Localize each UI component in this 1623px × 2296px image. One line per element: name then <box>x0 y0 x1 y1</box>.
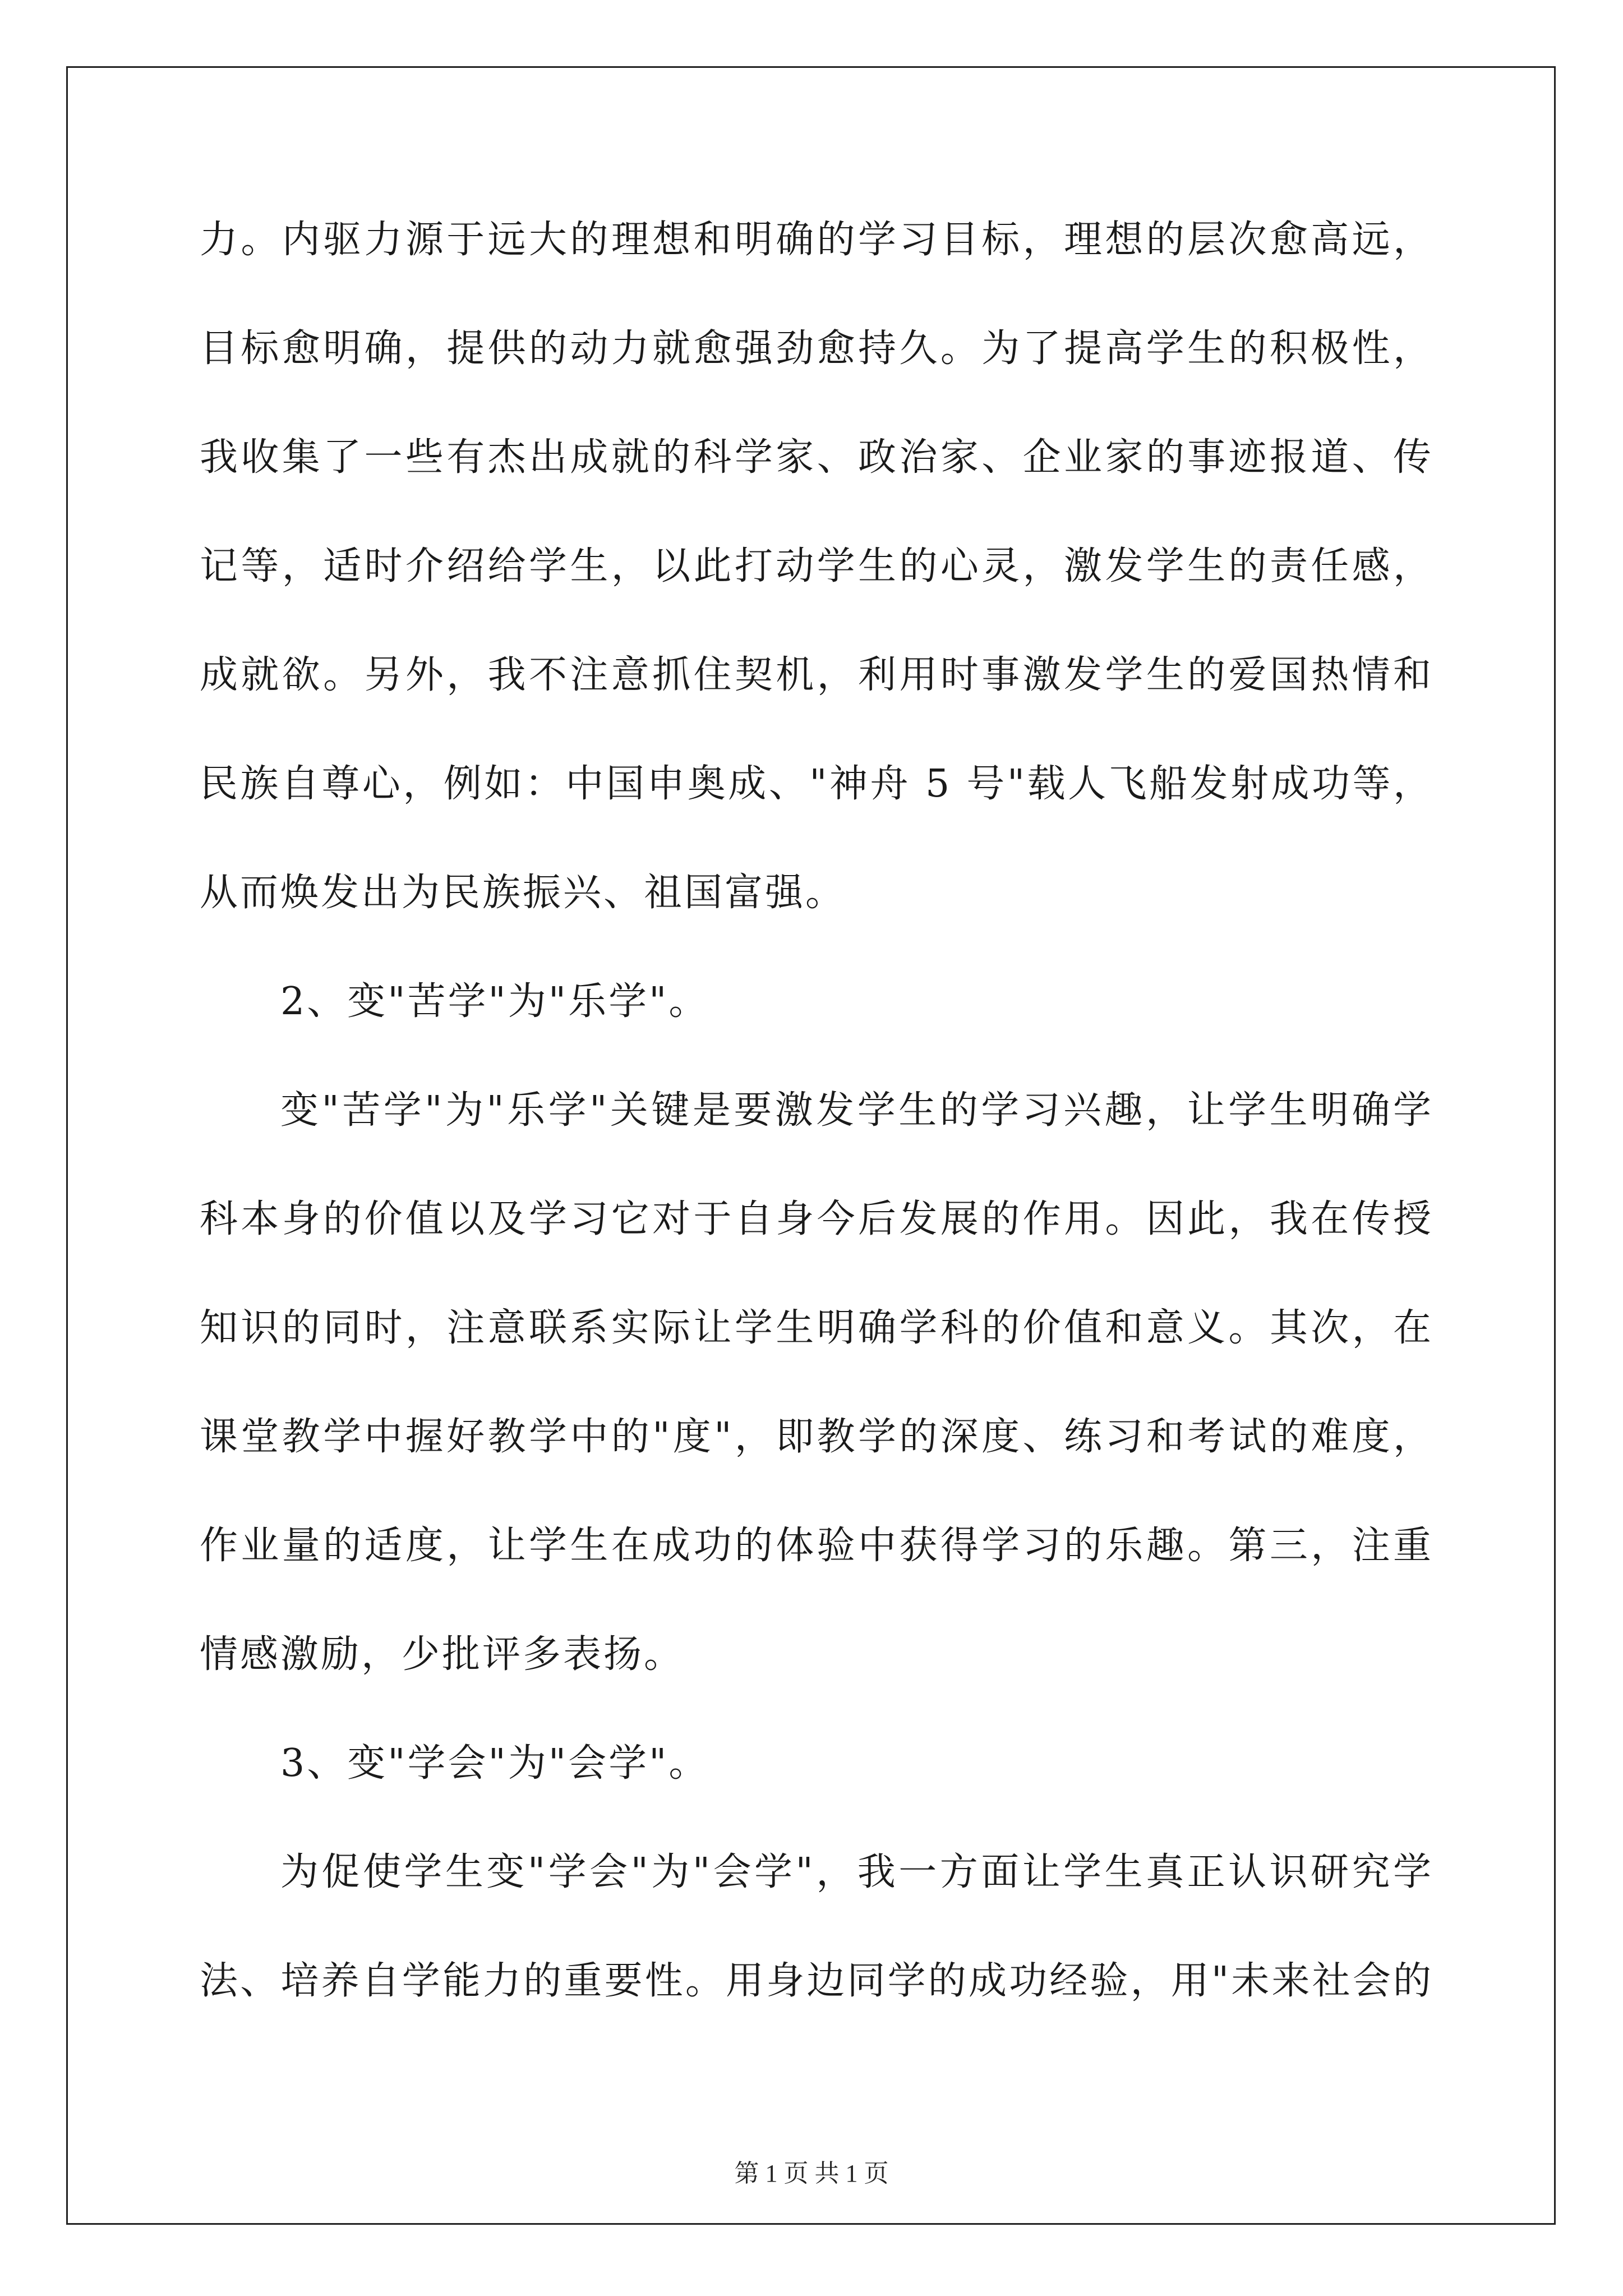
body-line-2: 目标愈明确，提供的动力就愈强劲愈持久。为了提高学生的积极性， <box>200 326 1433 371</box>
section-heading-2: 2、变"苦学"为"乐学"。 <box>280 979 709 1024</box>
body-line-11: 知识的同时，注意联系实际让学生明确学科的价值和意义。其次，在 <box>200 1306 1433 1350</box>
body-line-6: 民族自尊心，例如：中国申奥成、"神舟 5 号"载人飞船发射成功等， <box>200 762 1433 806</box>
body-line-14: 情感激励，少批评多表扬。 <box>200 1632 685 1677</box>
body-line-5: 成就欲。另外，我不注意抓住契机，利用时事激发学生的爱国热情和 <box>200 653 1433 697</box>
body-line-10: 科本身的价值以及学习它对于自身今后发展的作用。因此，我在传授 <box>200 1197 1433 1241</box>
page-number-footer: 第 1 页 共 1 页 <box>734 2160 889 2187</box>
section-heading-3: 3、变"学会"为"会学"。 <box>280 1741 709 1786</box>
body-line-7: 从而焕发出为民族振兴、祖国富强。 <box>200 871 846 915</box>
page-border <box>66 66 1556 2225</box>
body-line-4: 记等，适时介绍给学生，以此打动学生的心灵，激发学生的责任感， <box>200 544 1433 588</box>
body-line-13: 作业量的适度，让学生在成功的体验中获得学习的乐趣。第三，注重 <box>200 1524 1433 1568</box>
body-line-16: 为促使学生变"学会"为"会学"，我一方面让学生真正认识研究学 <box>280 1850 1433 1894</box>
body-line-12: 课堂教学中握好教学中的"度"，即教学的深度、练习和考试的难度， <box>200 1415 1433 1459</box>
body-line-9: 变"苦学"为"乐学"关键是要激发学生的学习兴趣，让学生明确学 <box>280 1088 1433 1133</box>
body-line-17: 法、培养自学能力的重要性。用身边同学的成功经验，用"未来社会的 <box>200 1959 1433 2003</box>
body-line-1: 力。内驱力源于远大的理想和明确的学习目标，理想的层次愈高远， <box>200 218 1433 262</box>
body-line-3: 我收集了一些有杰出成就的科学家、政治家、企业家的事迹报道、传 <box>200 435 1433 480</box>
